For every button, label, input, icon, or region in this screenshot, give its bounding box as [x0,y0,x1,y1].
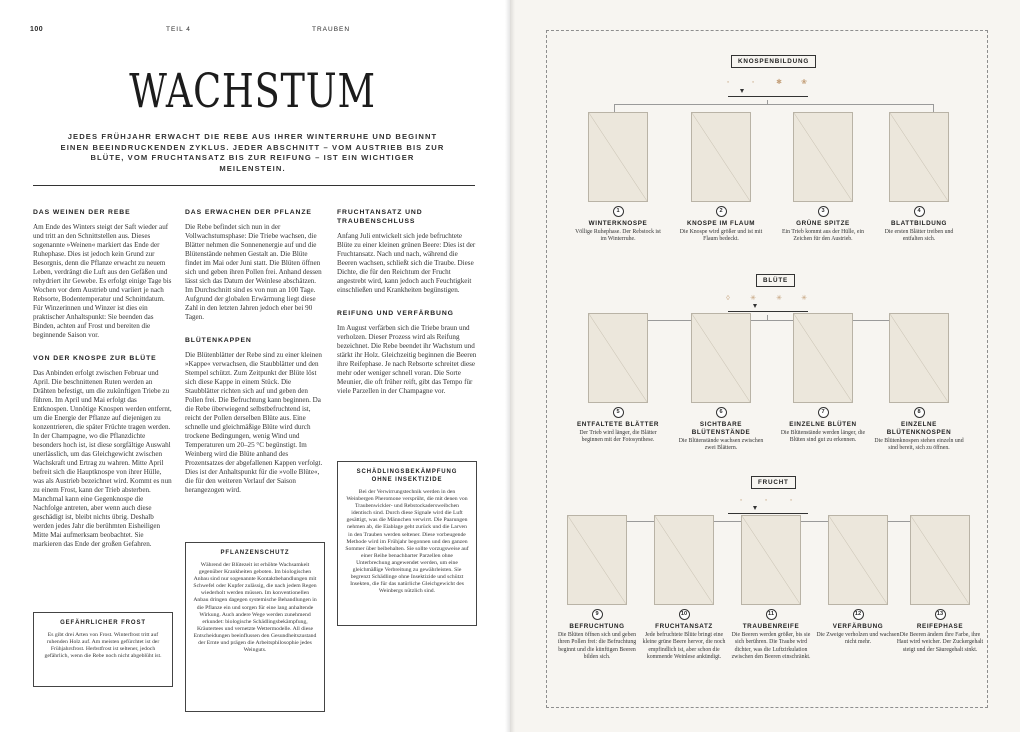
section-text: Anfang Juli entwickelt sich jede befruchtete Blüte zu einer kleinen grünen Beere: Dies ist der Fruchtansatz. Nach und nach, während die Beeren wachsen, schließt sich die Traube. Diese Dichte, die für den Reichtum der Frucht angestrebt wird, kann jedoch auch Feuchtigkeit einschließen und Krankheiten begünstigen. [337,232,476,294]
stage-description: Die Zweige verholzen und wachsen nicht mehr. [816,632,900,646]
stage-12 [814,515,902,647]
section-heading: REIFUNG UND VERFÄRBUNG [337,310,454,317]
stage-number: 6 [716,407,727,418]
page-title: WACHSTUM [129,64,376,119]
stage-10 [640,515,728,661]
bud-stage-icon: ❀ [801,78,807,86]
group-label-bluete: BLÜTE [756,274,795,287]
box-text: Während der Blütezeit ist erhöhte Wachsamkeit gegenüber Krankheiten geboten. Im biologischen Anbau sind nur sogenannte Kontaktbehandlungen mit Schwefel oder Kupfer zulässig, die nach jedem Regen wiederholt werden müssen. Im konventionellen Anbau dringen dagegen systemische Behandlungen in die Pflanze ein und sorgen für eine lang anhaltende Wirkung. Auch andere Wege werden zunehmend erkundet: biologische Schädlingsbekämpfung, Kräutertees und vernetzte Wettermodelle. All diese Entscheidungen beeinflussen den Gesundheitszustand der Ernte und prägen die Arbeitsphilosophie jedes Weinguts. [193,562,317,654]
stage-9 [553,515,641,661]
vine-illustration-sichtbare-bluetenstaende [691,313,751,403]
stage-description: Die Blüten öffnen sich und geben ihren Pollen frei: die Befruchtung beginnt und die künftigen Beeren bilden sich. [557,632,637,660]
stage-11 [727,515,815,661]
vine-illustration-traubenreife [741,515,801,605]
stage-title: VERFÄRBUNG [832,623,884,630]
sidebar-box-schaedlingsbekaempfung [337,461,477,626]
page-number: 100 [30,26,44,33]
flower-stage-icon: ◊ [726,294,730,302]
flower-stage-icon: ✳ [776,294,782,302]
stage-number: 2 [716,206,727,217]
stage-description: Ein Trieb kommt aus der Hülle, ein Zeichen für den Austrieb. [782,229,864,243]
box-text: Es gibt drei Arten von Frost. Winterfrost tritt auf ruhenden Holz auf. Am meisten gefürchtet ist der Frühjahrsfrost. Herbstfrost ist seltener, jedoch gefährlich, wenn die Rebe noch nicht abgeblüht ist. [44,632,162,660]
section-heading: DAS ERWACHEN DER PFLANZE [185,209,312,216]
stage-title: BEFRUCHTUNG [569,623,625,630]
bud-stage-icon: ◦ [751,78,755,86]
lead-paragraph: JEDES FRÜHJAHR ERWACHT DIE REBE AUS IHRER WINTERRUHE UND BEGINNT EINEN BEEINDRUCKENDEN ZYKLUS. JEDER ABSCHNITT – VOM AUSTRIEB BIS ZUR BLÜTE, VOM FRUCHTANSATZ BIS ZUR REIFUNG – IST EIN WICHTIGER MEILENSTEIN. [60,132,445,173]
stage-title: REIFEPHASE [916,623,964,630]
stage-description: Die Beeren ändern ihre Farbe, ihre Haut wird weicher. Der Zuckergehalt steigt und der Säuregehalt sinkt. [896,632,984,653]
stage-description: Der Trieb wird länger, die Blätter beginnen mit der Fotosynthese. [579,430,657,444]
fruit-stage-icon: ◦ [764,496,768,504]
stage-3 [778,112,868,244]
stage-title: KNOSPE IM FLAUM [686,220,756,227]
stage-description: Die Blütenstände wachsen zwischen zwei Blättern. [678,438,764,452]
vine-illustration-reifephase [910,515,970,605]
stage-title: ENTFALTETE BLÄTTER [576,421,660,428]
box-heading: SCHÄDLINGSBEKÄMPFUNG OHNE INSEKTIZIDE [356,469,458,483]
running-head-part: TEIL 4 [166,26,191,33]
vine-illustration-befruchtung [567,515,627,605]
box-text: Bei der Verwirrungstechnik werden in den Weinbergen Pheromone versprüht, die mit denen von Traubenwickler- und Rebstockadersweibchen identisch sind. Durch diese Signale wird die Luft gesättigt, was die Männchen verwirrt. Die Paarungen nehmen ab, die Eiablage geht zurück und die Larven in den Trauben werden seltener. Diese vorbeugende Methode wird im Frühjahr begonnen und den ganzen Sommer über beibehalten. Sie sollte vorzugsweise auf einer Reihe benachbarter Parzellen ohne Unterbrechung angewendet werden, um eine gleichmäßige Verbreitung zu gewährleisten. Sie begrenzt Schädlinge ohne Insektizide und schützt Insekten, die für das natürliche Gleichgewicht des Weinbergs nützlich sind. [345,489,469,595]
stage-6 [676,313,766,453]
bud-stage-icon: ✱ [776,78,782,86]
group-label-frucht: FRUCHT [751,476,796,489]
bud-stage-icon: ◦ [726,78,730,86]
fruit-stage-icon: ◦ [789,496,793,504]
section-heading: BLÜTENKAPPEN [185,337,252,344]
stage-2 [676,112,766,244]
vine-illustration-einzelne-blueten [793,313,853,403]
section-text: Das Anbinden erfolgt zwischen Februar und April. Die beschnittenen Ruten werden an Drähten befestigt, um die zukünftigen Triebe zu führen. Im April und Mai erfolgt das Entknospen. Unnötige Knospen werden entfernt, um die Energie der Pflanze auf diejenigen zu konzentrieren, die später Früchte tragen werden. In der Champagne, wo die Pflanzdichte besonders hoch ist, ist diese sorgfältige Auswahl unerlässlich, um das Gleichgewicht zwischen Wachskraft und Ertrag zu wahren. Mitte April befreit sich die Hauptknospe von ihrer Hülle, was als Austrieb bezeichnet wird. Kommt es nun zu einem Frost, kann der Trieb absterben. Manchmal kann eine Gegenknospe die Nachfolge antreten, aber wenn auch diese geschädigt ist, bleibt nichts übrig. Deshalb werden jedes Jahr die berühmten Eisheiligen Mitte Mai aufmerksam beobachtet. Sie markieren das Ende der großen Gefahren. [33,369,172,548]
stage-number: 11 [766,609,777,620]
stage-number: 3 [818,206,829,217]
stage-description: Völlige Ruhephase. Der Rebstock ist im Winterruhe. [575,229,661,243]
timeline-bar [728,311,808,312]
fruit-stage-icon: ◦ [739,496,743,504]
vine-illustration-blattbildung [889,112,949,202]
running-head-section: TRAUBEN [312,26,351,33]
text-column-2 [185,208,325,509]
section-heading: VON DER KNOSPE ZUR BLÜTE [33,355,157,362]
stage-title: SICHTBARE BLÜTENSTÄNDE [691,421,751,436]
timeline-marker [753,304,757,308]
section-text: Am Ende des Winters steigt der Saft wieder auf und tritt an den Schnittstellen aus. Dieses sogenannte »Weinen« markiert das Ende der Ruhephase. Dies ist jedoch kein Grund zur Besorgnis, denn die Pflanze erwacht zu neuem Leben, verdrängt die Luft aus den Gefäßen und rehydriert ihr Gewebe. Es erfolgt einige Tage bis Wochen vor dem Austrieb und variiert je nach Rebsorte, Bodentemperatur und Schnittdatum. Für Winzerinnen und Winzer ist dies ein praktischer Anhaltspunkt: Sie beenden das Binden, achten auf Frost und bereiten die beginnende Saison vor. [33,223,172,339]
stage-title: TRAUBENREIFE [742,623,800,630]
timeline-bar [728,513,808,514]
stage-13 [896,515,984,654]
stage-number: 4 [914,206,925,217]
stage-4 [874,112,964,244]
timeline-bar [728,96,808,97]
stage-title: EINZELNE BLÜTEN [789,421,857,428]
section-heading: DAS WEINEN DER REBE [33,209,131,216]
vine-illustration-winterknospe [588,112,648,202]
flower-stage-icon: ✳ [750,294,756,302]
vine-illustration-fruchtansatz [654,515,714,605]
divider [33,185,475,186]
stage-number: 13 [935,609,946,620]
stage-number: 1 [613,206,624,217]
vine-illustration-verfaerbung [828,515,888,605]
sidebar-box-pflanzenschutz [185,542,325,712]
bracket-stem [767,100,768,104]
stage-title: BLATTBILDUNG [890,220,948,227]
stage-description: Die Blütenknospen stehen einzeln und sind bereit, sich zu öffnen. [874,438,964,452]
stage-number: 12 [853,609,864,620]
text-column-1 [33,208,173,563]
sidebar-box-frost [33,612,173,687]
stage-1 [573,112,663,244]
stage-description: Jede befruchtete Blüte bringt eine kleine grüne Beere hervor, die noch empfindlich ist, aber schon die kommende Weinlese ankündigt. [642,632,726,660]
stage-number: 5 [613,407,624,418]
stage-title: GRÜNE SPITZE [796,220,850,227]
stage-number: 7 [818,407,829,418]
stage-8 [874,313,964,453]
vine-illustration-entfaltete-blaetter [588,313,648,403]
timeline-marker [753,506,757,510]
stage-number: 9 [592,609,603,620]
section-text: Im August verfärben sich die Triebe braun und verholzen. Dieser Prozess wird als Reifung bezeichnet. Die Rebe beendet ihr Wachstum und stärkt ihr Holz. Gleichzeitig beginnen die Beeren ihre Reifephase. Je nach Rebsorte schreitet diese mehr oder weniger schnell voran. Die Sorte Meunier, die oft früher reift, gibt das Tempo für viele Parzellen in der Champagne vor. [337,324,477,395]
bracket-stem [767,315,768,320]
timeline-marker [740,89,744,93]
flower-stage-icon: ✳ [801,294,807,302]
vine-illustration-gruene-spitze [793,112,853,202]
stage-description: Die Beeren werden größer, bis sie sich berühren. Die Traube wird dichter, was die Luftzirkulation zwischen den Beeren einschränkt. [731,632,811,660]
stage-title: EINZELNE BLÜTENKNOSPEN [886,421,952,436]
stage-description: Die Knospe wird größer und ist mit Flaum bedeckt. [679,229,763,243]
stage-7 [778,313,868,445]
section-heading: FRUCHTANSATZ UND TRAUBENSCHLUSS [337,209,423,225]
vine-illustration-knospe-im-flaum [691,112,751,202]
box-heading: PFLANZENSCHUTZ [220,550,290,556]
stage-5 [573,313,663,445]
stage-title: FRUCHTANSATZ [655,623,713,630]
vine-illustration-einzelne-bluetenknospen [889,313,949,403]
stage-number: 10 [679,609,690,620]
stage-title: WINTERKNOSPE [588,220,648,227]
group-label-knospenbildung: KNOSPENBILDUNG [731,55,816,68]
section-text: Die Blütenblätter der Rebe sind zu einer kleinen »Kappe« verwachsen, die Staubblätter und den Stempel schützt. Zum Zeitpunkt der Blüte löst sich diese Kappe in einem Stück. Die Staubblätter richten sich auf und geben den Pollen frei. Die Befruchtung kann beginnen. Da die Rebe überwiegend selbstbefruchtend ist, reicht der Pollen derselben Blüte aus. Eine schnelle und gleichmäßige Blüte wird durch trockene Bedingungen, wenig Wind und Temperaturen um 20–25 °C begünstigt. Im Weinberg wird die Blüte anhand des Prozentsatzes der abgefallenen Kappen verfolgt. Dies ist der Anhaltspunkt für die »volle Blüte«, die für den weiteren Verlauf der Saison herangezogen wird. [185,351,323,494]
stage-description: Die ersten Blätter treiben und entfalten sich. [884,229,954,243]
text-column-3 [337,208,477,410]
stage-number: 8 [914,407,925,418]
box-heading: GEFÄHRLICHER FROST [60,620,146,626]
book-gutter [505,0,515,732]
section-text: Die Rebe befindet sich nun in der Vollwachstumsphase: Die Triebe wachsen, die Blätter nehmen die Sonnenenergie auf und die Blütenstände nehmen Gestalt an. Die Blüte findet im Mai oder Juni statt. Die Blüten öffnen sich und geben ihren Pollen frei. Anhand dessen lässt sich das Datum der Weinlese abschätzen. Im Durchschnitt sind es von nun an 100 Tage. Aufgrund der globalen Erwärmung liegt diese Zahl in den letzten Jahren jedoch eher bei 90 Tagen. [185,223,322,321]
stage-description: Die Blütenstände werden länger, die Blüten sind gut zu erkennen. [780,430,866,444]
